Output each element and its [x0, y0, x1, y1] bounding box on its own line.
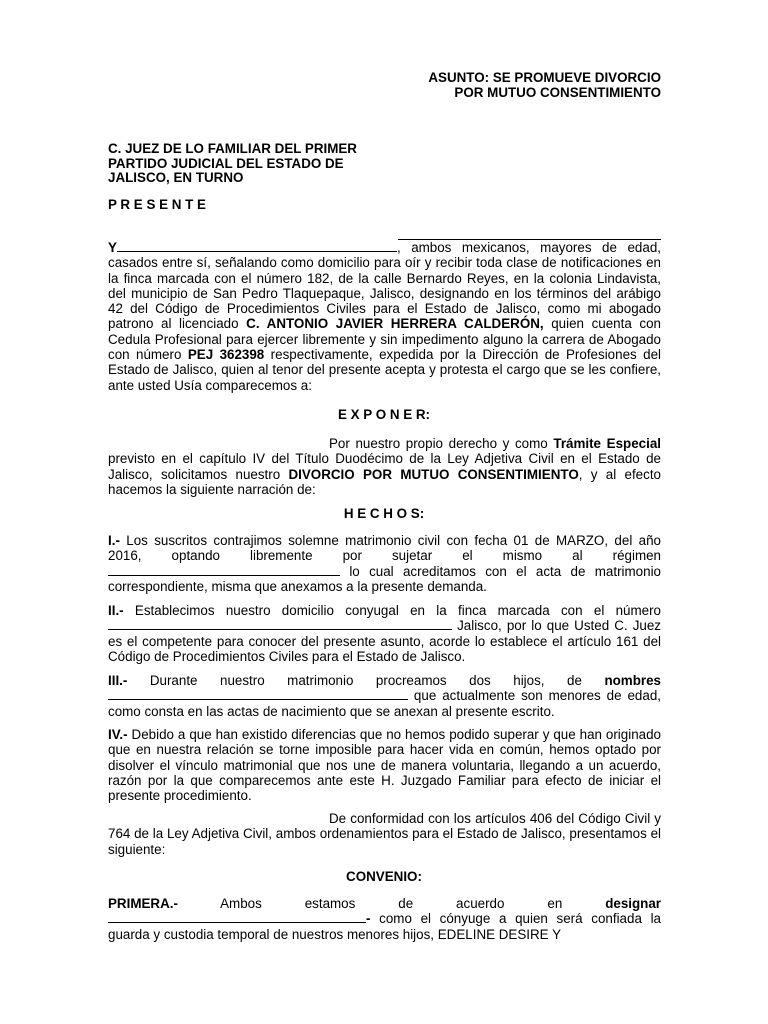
tramite-especial: Trámite Especial [553, 436, 661, 451]
hecho-3-text-1: Durante nuestro matrimonio procreamos dos hijos, de [127, 673, 605, 688]
hecho-4 [108, 727, 661, 803]
intro-text-2: quien cuenta con Cedula Profesional para ejercer libremente y sin impedimento alguno la carrera de Abogado con número [108, 316, 661, 363]
intro-y: Y [108, 240, 117, 255]
hecho-2-number: II.- [108, 603, 124, 618]
primera-label: PRIMERA.- [108, 896, 178, 911]
cedula-number: PEJ 362398 [187, 347, 265, 363]
primera-dash: - [366, 911, 371, 927]
hecho-3-text-2: que actualmente son menores de edad, como consta en las actas de nacimiento que se anexan al presente escrito. [108, 688, 661, 719]
addressee-line-3: JALISCO, EN TURNO [108, 170, 244, 185]
nombres-word: nombres [604, 673, 661, 688]
hecho-3-number: III.- [108, 673, 128, 688]
hecho-1-number: I.- [108, 533, 120, 548]
primera-clause [108, 896, 661, 942]
regimen-blank [108, 564, 340, 576]
divorcio-mutuo: DIVORCIO POR MUTUO CONSENTIMIENTO [288, 466, 579, 482]
intro-text-1: , ambos mexicanos, mayores de edad, casados entre sí, señalando como domicilio para oír y recibir toda clase de notificaciones en la finca marcada con el número 182, de la calle Bernardo Reyes, en la colonia Lindavista, del municipio de San Pedro Tlaquepaque, Jalisco, designando en los términos del arábigo 42 del Código de Procedimientos Civiles para el Estado de Jalisco, como mi abogado patrono al licenciado [108, 240, 661, 332]
hecho-4-number: IV.- [108, 727, 128, 742]
designar-word: designar [605, 896, 661, 911]
hecho-1-text-1: Los suscritos contrajimos solemne matrimonio civil con fecha 01 de MARZO, del año 2016, optando libremente por sujetar el mismo al régimen [108, 533, 661, 564]
intro-paragraph [108, 240, 661, 393]
exponer-text-2: previsto en el capítulo IV del Título Duodécimo de la Ley Adjetiva Civil en el Estado de Jalisco, solicitamos nuestro [108, 451, 661, 482]
hechos-heading: H E C H O S: [343, 506, 425, 521]
addressee-line-1: C. JUEZ DE LO FAMILIAR DEL PRIMER [108, 141, 357, 156]
intro-text-3: respectivamente, expedida por la Dirección de Profesiones del Estado de Jalisco, quien al tenor del presente acepta y protesta el cargo que se les confiere, ante usted Usía comparecemos a: [108, 347, 662, 393]
subject-line-1: ASUNTO: SE PROMUEVE DIVORCIO [428, 70, 661, 85]
conformidad-text: De conformidad con los artículos 406 del Código Civil y 764 de la Ley Adjetiva Civil, ambos ordenamientos para el Estado de Jalisco, presentamos el siguiente: [108, 811, 661, 857]
domicilio-blank [108, 618, 452, 630]
addressee-line-2: PARTIDO JUDICIAL DEL ESTADO DE [108, 156, 344, 171]
hijos-blank [108, 688, 408, 700]
hecho-4-text: Debido a que han existido diferencias que no hemos podido superar y que han originado que en nuestra relación se torne imposible para hacer vida en común, hemos optado por disolver el vínculo matrimonial que nos une de manera voluntaria, llegando a un acuerdo, razón por la que comparecemos ante este H. Juzgado Familiar para efecto de iniciar el presente procedimiento. [108, 727, 661, 804]
hecho-2-text-1: Establecimos nuestro domicilio conyugal en la finca marcada con el número [123, 603, 661, 618]
hecho-2 [108, 603, 661, 664]
exponer-heading: E X P O N E R: [337, 407, 431, 422]
primera-text-1: Ambos estamos de acuerdo en [177, 896, 606, 911]
presente-heading: P R E S E N T E [108, 197, 206, 212]
subject-line-2: POR MUTUO CONSENTIMIENTO [454, 85, 661, 100]
primera-text-2: como el cónyuge a quien será confiada la guarda y custodia temporal de nuestros menores hijos, EDELINE DESIRE Y [108, 911, 661, 942]
second-name-blank [117, 240, 397, 252]
exponer-text-3: , y al efecto hacemos la siguiente narración de: [108, 466, 661, 497]
conformidad-paragraph [108, 811, 661, 857]
hecho-1 [108, 533, 661, 594]
exponer-text-1: Por nuestro propio derecho y como [329, 436, 554, 451]
hecho-1-text-2: lo cual acreditamos con el acta de matrimonio correspondiente, misma que anexamos a la presente demanda. [108, 563, 661, 594]
lawyer-name: C. ANTONIO JAVIER HERRERA CALDERÓN, [246, 316, 544, 332]
convenio-heading: CONVENIO: [346, 869, 422, 884]
conyuge-blank [108, 911, 366, 923]
exponer-paragraph [108, 436, 661, 497]
hecho-3 [108, 673, 661, 719]
hecho-2-text-2: Jalisco, por lo que Usted C. Juez es el competente para conocer del presente asunto, acorde lo establece el artículo 161 del Código de Procedimientos Civiles para el Estado de Jalisco. [108, 618, 661, 664]
